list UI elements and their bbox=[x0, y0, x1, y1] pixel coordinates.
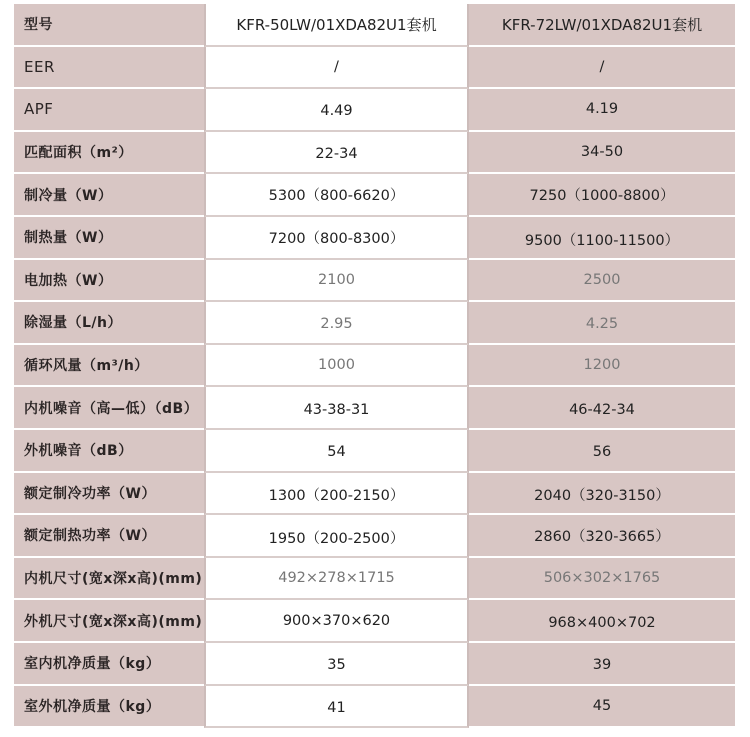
header-row bbox=[14, 4, 735, 47]
value-a: 1000 bbox=[204, 345, 469, 388]
value-b: 506×302×1765 bbox=[469, 558, 735, 601]
value-b: 9500（1100-11500） bbox=[469, 217, 735, 260]
row-label: 内机噪音（高—低）（dB） bbox=[14, 387, 204, 430]
table-row-apf bbox=[14, 89, 735, 132]
value-a: 1300（200-2150） bbox=[204, 473, 469, 516]
value-a: 54 bbox=[204, 430, 469, 473]
table-row-eer bbox=[14, 47, 735, 90]
table-row-indoor-noise bbox=[14, 387, 735, 430]
header-label: 型号 bbox=[14, 4, 204, 47]
row-label: 室外机净质量（kg） bbox=[14, 686, 204, 729]
value-a: 5300（800-6620） bbox=[204, 174, 469, 217]
value-b: / bbox=[469, 47, 735, 90]
value-a: 492×278×1715 bbox=[204, 558, 469, 601]
value-a: 41 bbox=[204, 686, 469, 729]
table-row-heating-capacity bbox=[14, 217, 735, 260]
table-row-outdoor-weight bbox=[14, 686, 735, 729]
value-b: 34-50 bbox=[469, 132, 735, 175]
table-row-electric-heating bbox=[14, 260, 735, 303]
value-b: 39 bbox=[469, 643, 735, 686]
table-row-outdoor-dimensions bbox=[14, 600, 735, 643]
row-label: 内机尺寸(宽x深x高)(mm) bbox=[14, 558, 204, 601]
value-a: 43-38-31 bbox=[204, 387, 469, 430]
table-row-airflow bbox=[14, 345, 735, 388]
value-a: 22-34 bbox=[204, 132, 469, 175]
row-label: 制热量（W） bbox=[14, 217, 204, 260]
value-a: 2.95 bbox=[204, 302, 469, 345]
table-row-cooling-capacity bbox=[14, 174, 735, 217]
row-label: 电加热（W） bbox=[14, 260, 204, 303]
value-b: 1200 bbox=[469, 345, 735, 388]
model-a-header: KFR-50LW/01XDA82U1套机 bbox=[204, 4, 469, 47]
value-b: 7250（1000-8800） bbox=[469, 174, 735, 217]
table-row-outdoor-noise bbox=[14, 430, 735, 473]
row-label: 额定制冷功率（W） bbox=[14, 473, 204, 516]
table-row-area bbox=[14, 132, 735, 175]
value-b: 2860（320-3665） bbox=[469, 515, 735, 558]
value-a: 900×370×620 bbox=[204, 600, 469, 643]
value-a: 2100 bbox=[204, 260, 469, 303]
value-b: 968×400×702 bbox=[469, 600, 735, 643]
value-b: 56 bbox=[469, 430, 735, 473]
row-label: 除湿量（L/h） bbox=[14, 302, 204, 345]
value-b: 2500 bbox=[469, 260, 735, 303]
value-a: 35 bbox=[204, 643, 469, 686]
table-row-heating-power bbox=[14, 515, 735, 558]
row-label: 外机尺寸(宽x深x高)(mm) bbox=[14, 600, 204, 643]
table-row-indoor-weight bbox=[14, 643, 735, 686]
row-label: 室内机净质量（kg） bbox=[14, 643, 204, 686]
model-b-header: KFR-72LW/01XDA82U1套机 bbox=[469, 4, 735, 47]
row-label: APF bbox=[14, 89, 204, 132]
row-label: 匹配面积（m²） bbox=[14, 132, 204, 175]
table-row-dehumidification bbox=[14, 302, 735, 345]
row-label: 额定制热功率（W） bbox=[14, 515, 204, 558]
value-b: 4.25 bbox=[469, 302, 735, 345]
table-row-cooling-power bbox=[14, 473, 735, 516]
value-a: / bbox=[204, 47, 469, 90]
value-b: 45 bbox=[469, 686, 735, 729]
value-a: 1950（200-2500） bbox=[204, 515, 469, 558]
value-a: 4.49 bbox=[204, 89, 469, 132]
row-label: 制冷量（W） bbox=[14, 174, 204, 217]
table-row-indoor-dimensions bbox=[14, 558, 735, 601]
value-b: 2040（320-3150） bbox=[469, 473, 735, 516]
spec-table bbox=[14, 4, 735, 728]
value-b: 46-42-34 bbox=[469, 387, 735, 430]
value-a: 7200（800-8300） bbox=[204, 217, 469, 260]
value-b: 4.19 bbox=[469, 89, 735, 132]
row-label: 循环风量（m³/h） bbox=[14, 345, 204, 388]
row-label: EER bbox=[14, 47, 204, 90]
row-label: 外机噪音（dB） bbox=[14, 430, 204, 473]
